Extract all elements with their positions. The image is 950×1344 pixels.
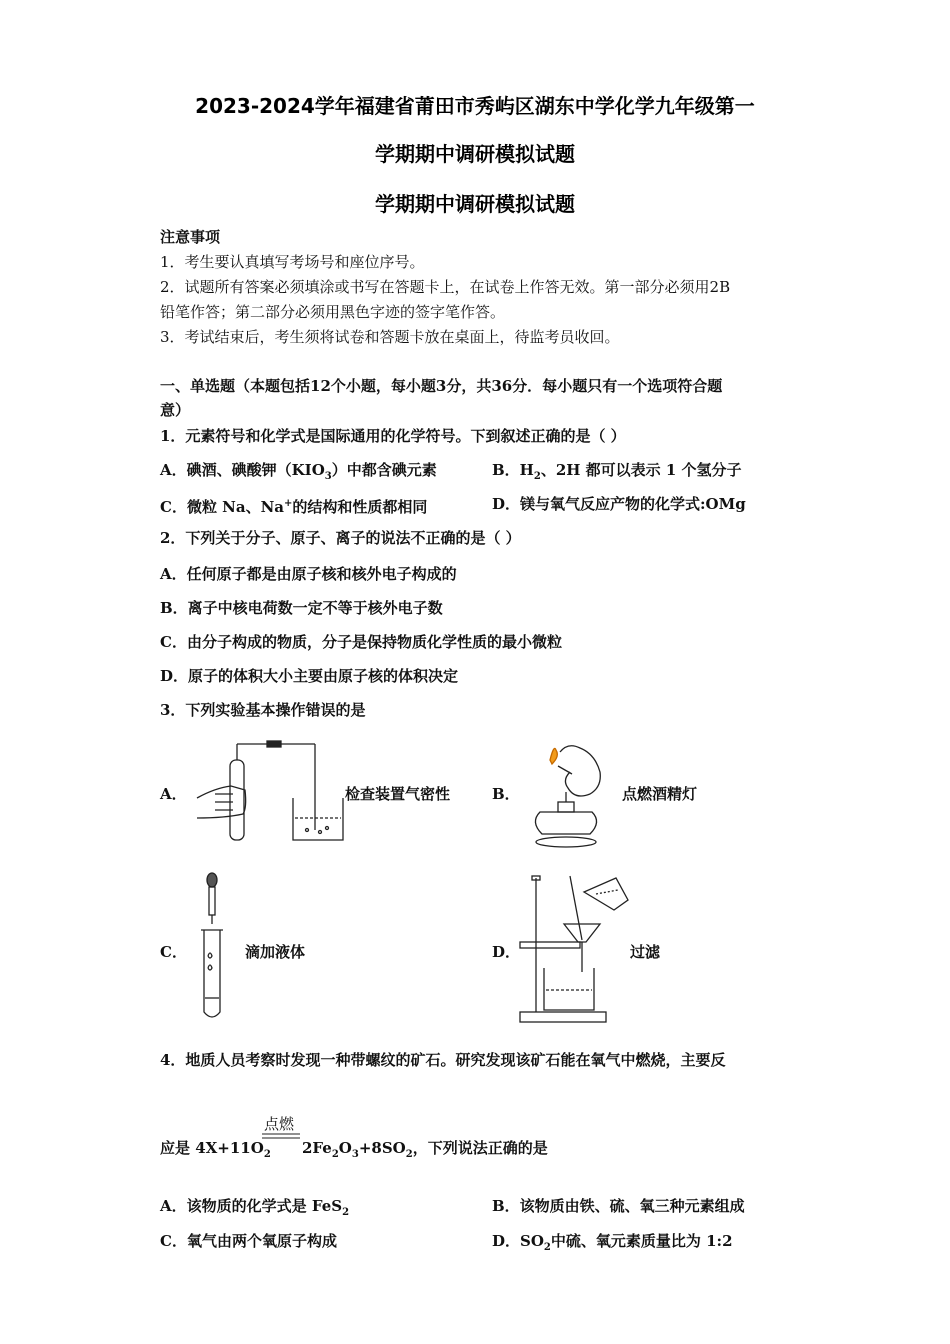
q4-option-c: C．氧气由两个氧原子构成 (160, 1232, 337, 1250)
q2-option-a: A．任何原子都是由原子核和核外电子构成的 (160, 565, 457, 583)
q3-stem: 3．下列实验基本操作错误的是 (160, 701, 366, 719)
q1-option-d: D．镁与氧气反应产物的化学式:OMg (492, 495, 746, 513)
q3-option-c-text: 滴加液体 (245, 943, 306, 961)
title-line-1: 2023-2024学年福建省莆田市秀屿区湖东中学化学九年级第一 (195, 94, 755, 118)
q3-option-b-label: B． (492, 785, 520, 803)
q1-option-c: C．微粒 Na、Na+的结构和性质都相同 (160, 498, 428, 516)
q3-option-d-label: D． (492, 943, 521, 961)
q3-option-a-label: A． (160, 785, 187, 803)
q4-option-d: D．$SO_2$中硫、氧元素质量比为 1:2 (492, 1232, 733, 1253)
title-line-3: 学期期中调研模拟试题 (375, 192, 575, 216)
airtight-check-figure (195, 738, 345, 848)
q4-option-b: B．该物质由铁、硫、氧三种元素组成 (492, 1197, 745, 1215)
section-heading-a: 一、单选题（本题包括12个小题，每小题3分，共36分．每小题只有一个选项符合题 (160, 377, 723, 395)
q2-option-d: D．原子的体积大小主要由原子核的体积决定 (160, 667, 459, 685)
q2-option-b: B．离子中核电荷数一定不等于核外电子数 (160, 599, 443, 617)
q1-option-a: A．碘酒、碘酸钾$(KIO_3)$中都含碘元素 (160, 461, 437, 482)
section-heading-b: 意） (160, 401, 191, 419)
q4-equation-left: 应是 $4X+11O_2$ (160, 1139, 271, 1160)
q4-equation-right: $2Fe_2O_3+8SO_2$，下列说法正确的是 (302, 1139, 548, 1160)
notice-item-3: 3．考试结束后，考生须将试卷和答题卡放在桌面上，待监考员收回。 (160, 328, 620, 346)
q3-option-a-text: 检查装置气密性 (345, 785, 451, 803)
q1-option-b: B．$H_2$、2H 都可以表示 1 个氢分子 (492, 461, 742, 482)
q4-stem: 4．地质人员考察时发现一种带螺纹的矿石。研究发现该矿石能在氧气中燃烧，主要反 (160, 1051, 726, 1069)
q3-option-b-text: 点燃酒精灯 (622, 785, 698, 803)
reaction-condition: 点燃 (264, 1115, 295, 1133)
q2-stem: 2．下列关于分子、原子、离子的说法不正确的是（ ） (160, 529, 521, 547)
title-line-2: 学期期中调研模拟试题 (375, 142, 575, 166)
q2-option-c: C．由分子构成的物质，分子是保持物质化学性质的最小微粒 (160, 633, 562, 651)
q3-option-c-label: C． (160, 943, 187, 961)
notice-heading: 注意事项 (160, 228, 221, 246)
q1-stem: 1．元素符号和化学式是国际通用的化学符号。下到叙述正确的是（ ） (160, 427, 626, 445)
dropper-figure (198, 872, 228, 1022)
filtration-figure (518, 872, 633, 1024)
q4-option-a: A．该物质的化学式是 FeS$_2$ (160, 1197, 350, 1218)
q3-option-d-text: 过滤 (630, 943, 661, 961)
notice-item-2b: 铅笔作答；第二部分必须用黑色字迹的签字笔作答。 (160, 303, 506, 321)
notice-item-1: 1．考生要认真填写考场号和座位序号。 (160, 253, 425, 271)
alcohol-lamp-figure (520, 742, 615, 852)
notice-item-2a: 2．试题所有答案必须填涂或书写在答题卡上，在试卷上作答无效。第一部分必须用2B (160, 278, 731, 296)
